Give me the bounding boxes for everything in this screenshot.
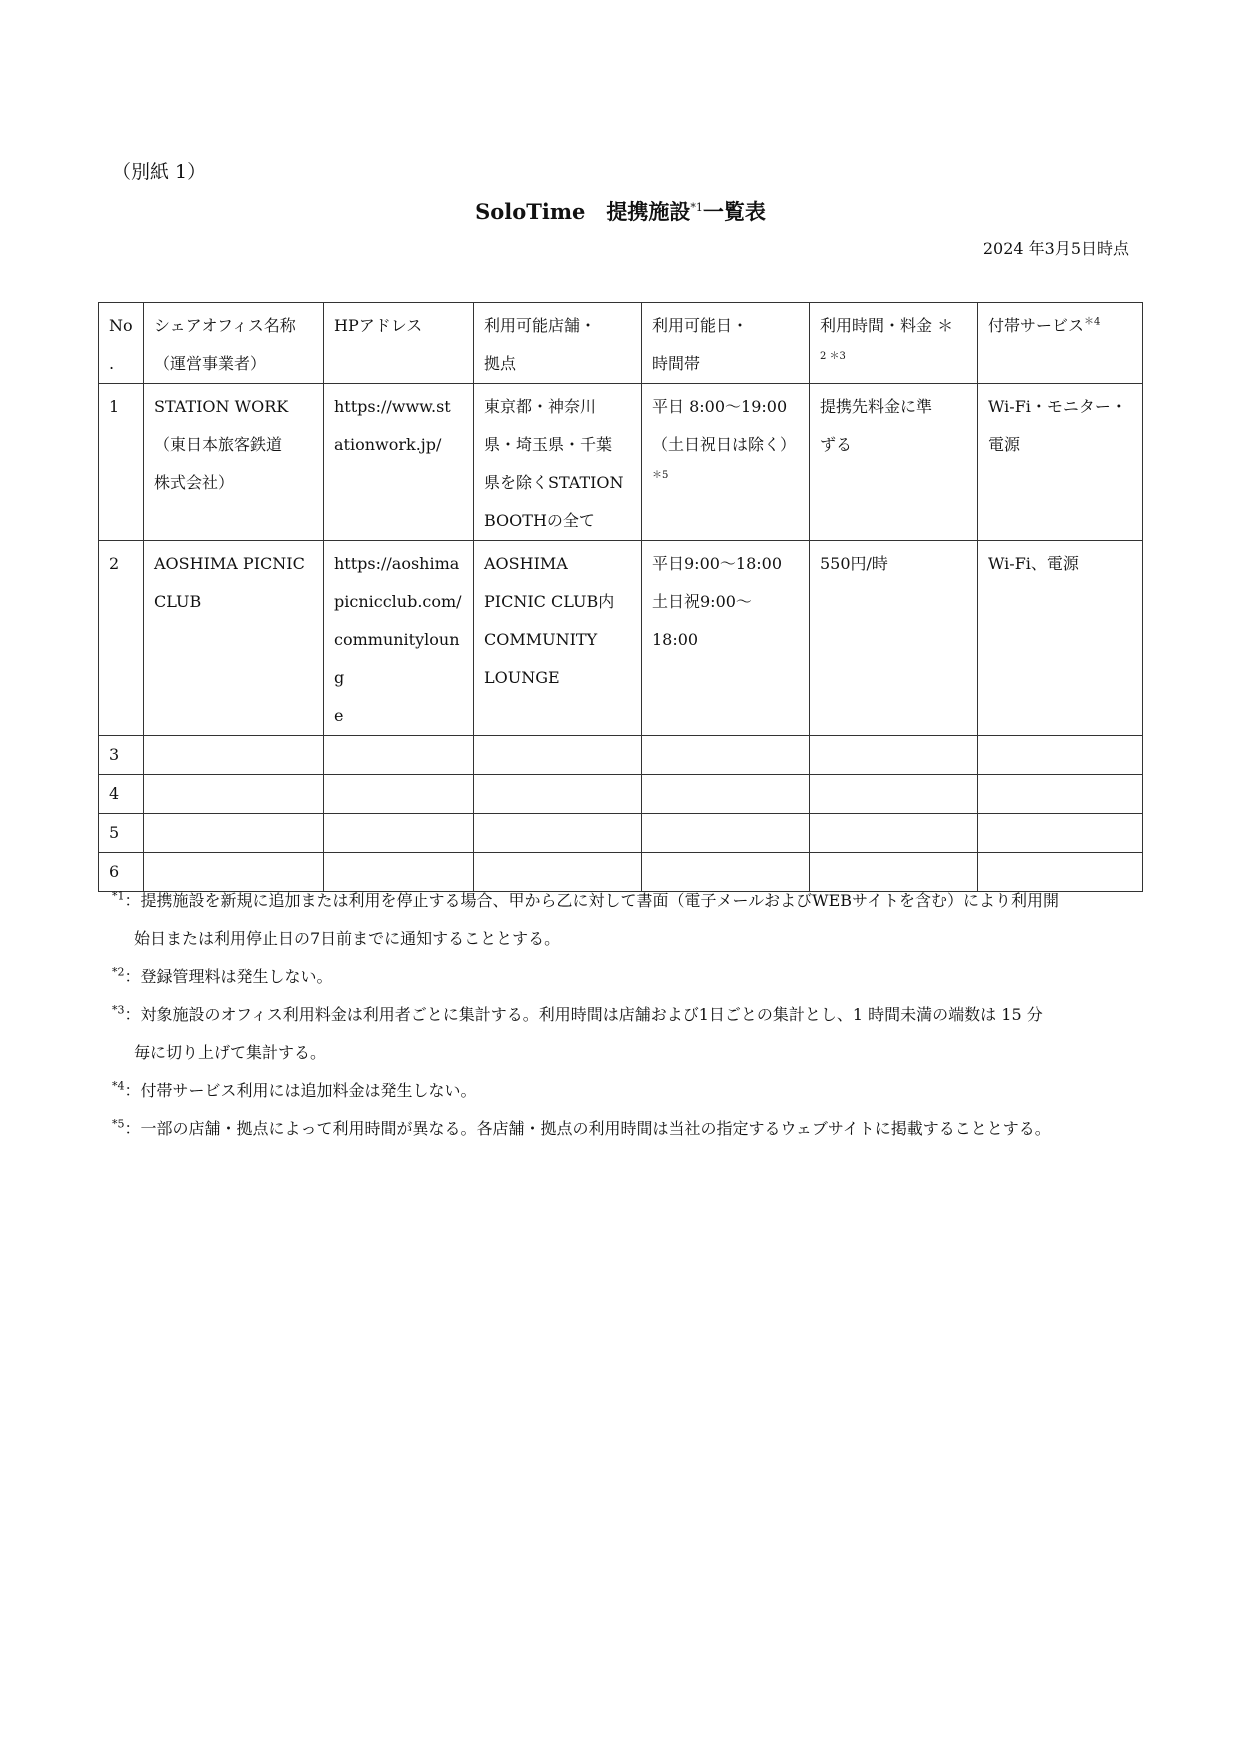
cell-name-line: 株式会社） <box>154 473 235 492</box>
cell-url <box>324 541 474 736</box>
cell-locations <box>474 384 642 541</box>
cell-price <box>810 541 978 736</box>
cell-empty <box>474 736 642 775</box>
cell-locations <box>474 541 642 736</box>
cell-hours-line: （土日祝日は除く） <box>652 435 797 454</box>
footnote-mark: 2 ＊3 <box>820 351 846 362</box>
cell-locations-line: AOSHIMA <box>484 554 568 573</box>
footnote-text: ：付帯サービス利用には追加料金は発生しない。 <box>124 1081 477 1100</box>
footnote-text: ：提携施設を新規に追加または利用を停止する場合、甲から乙に対して書面（電子メールおよびWEBサイトを含む）により利用開 <box>124 891 1059 910</box>
cell-hours <box>642 384 810 541</box>
cell-no: 6 <box>99 853 144 892</box>
header-price-line: 利用時間・料金 ＊ <box>820 316 954 335</box>
footnote-item <box>112 996 1132 1072</box>
cell-empty <box>642 814 810 853</box>
cell-hours <box>642 541 810 736</box>
cell-no: 3 <box>99 736 144 775</box>
header-services <box>978 303 1143 384</box>
header-services-line <box>988 307 1132 345</box>
header-price <box>810 303 978 384</box>
cell-empty <box>144 775 324 814</box>
header-name-line: （運営事業者） <box>154 354 267 373</box>
cell-no-line: 2 <box>109 554 120 573</box>
cell-empty <box>324 736 474 775</box>
header-hours-line: 利用可能日・ <box>652 316 749 335</box>
cell-empty <box>144 736 324 775</box>
cell-empty <box>978 736 1143 775</box>
cell-locations-line: COMMUNITY <box>484 630 598 649</box>
as-of-date: 2024 年3月5日時点 <box>982 239 1129 258</box>
cell-empty <box>810 814 978 853</box>
table-row <box>99 775 1143 814</box>
footnote-mark: *2 <box>112 965 125 979</box>
cell-no <box>99 541 144 736</box>
footnote-item <box>112 882 1132 958</box>
header-url-line: HPアドレス <box>334 316 423 335</box>
footnote-mark: *5 <box>112 1117 125 1131</box>
cell-name-line: AOSHIMA PICNIC <box>154 554 305 573</box>
title-prefix: SoloTime 提携施設 <box>475 199 691 224</box>
cell-name-line: CLUB <box>154 592 202 611</box>
footnote-continuation: 始日または利用停止日の7日前までに通知することとする。 <box>134 929 561 948</box>
cell-url-line: picnicclub.com/ <box>334 592 462 611</box>
cell-url <box>324 384 474 541</box>
cell-locations-line: BOOTHの全て <box>484 511 595 530</box>
cell-locations-line: LOUNGE <box>484 668 560 687</box>
facilities-table-body <box>99 303 1143 892</box>
cell-name-line: （東日本旅客鉄道 <box>154 435 283 454</box>
header-name-line: シェアオフィス名称 <box>154 316 296 335</box>
cell-locations-line: 県・埼玉県・千葉 <box>484 435 613 454</box>
cell-services-line: Wi-Fi、電源 <box>988 554 1079 573</box>
footnote-mark: ＊4 <box>1084 316 1101 328</box>
cell-url-line: communityloung <box>334 630 460 687</box>
cell-services <box>978 541 1143 736</box>
cell-locations-line: 東京都・神奈川 <box>484 397 597 416</box>
cell-empty <box>978 775 1143 814</box>
cell-price <box>810 384 978 541</box>
cell-services <box>978 384 1143 541</box>
cell-empty <box>978 814 1143 853</box>
cell-url-line: e <box>334 706 344 725</box>
footnotes <box>112 882 1132 1148</box>
cell-empty <box>474 775 642 814</box>
cell-hours-line: 土日祝9:00～ <box>652 592 752 611</box>
cell-empty <box>144 814 324 853</box>
cell-services-line: 電源 <box>988 435 1021 454</box>
footnote-text: ：一部の店舗・拠点によって利用時間が異なる。各店舗・拠点の利用時間は当社の指定するウェブサイトに掲載することとする。 <box>124 1119 1051 1138</box>
table-row <box>99 736 1143 775</box>
footnote-text: ：登録管理料は発生しない。 <box>124 967 333 986</box>
table-row <box>99 541 1143 736</box>
cell-locations-line: 県を除くSTATION <box>484 473 624 492</box>
footnote-mark: *1 <box>112 889 125 903</box>
footnote-mark: *4 <box>112 1079 125 1093</box>
cell-url-line: ationwork.jp/ <box>334 435 442 454</box>
footnote-mark: *3 <box>112 1003 125 1017</box>
footnote-text: ：対象施設のオフィス利用料金は利用者ごとに集計する。利用時間は店舗および1日ごとの集計とし、1 時間未満の端数は 15 分 <box>124 1005 1043 1024</box>
header-hours <box>642 303 810 384</box>
cell-url-line: https://aoshima <box>334 554 460 573</box>
table-header-row <box>99 303 1143 384</box>
header-hours-line: 時間帯 <box>652 354 701 373</box>
header-name <box>144 303 324 384</box>
header-no <box>99 303 144 384</box>
cell-no: 4 <box>99 775 144 814</box>
title-footnote-mark: *1 <box>690 201 703 214</box>
cell-empty <box>810 736 978 775</box>
cell-price-line: 550円/時 <box>820 554 888 573</box>
table-row <box>99 814 1143 853</box>
cell-name-line: STATION WORK <box>154 397 289 416</box>
cell-no: 5 <box>99 814 144 853</box>
footnote-item <box>112 958 1132 996</box>
header-text: 付帯サービス <box>988 316 1085 335</box>
cell-empty <box>324 775 474 814</box>
cell-name <box>144 541 324 736</box>
cell-empty <box>642 736 810 775</box>
footnote-mark: ＊5 <box>652 470 669 481</box>
cell-no <box>99 384 144 541</box>
cell-empty <box>474 814 642 853</box>
header-locations-line: 拠点 <box>484 354 517 373</box>
cell-services-line: Wi-Fi・モニター・ <box>988 397 1127 416</box>
table-row <box>99 384 1143 541</box>
cell-locations-line: PICNIC CLUB内 <box>484 592 615 611</box>
header-locations <box>474 303 642 384</box>
cell-hours-line: 平日9:00～18:00 <box>652 554 783 573</box>
cell-empty <box>642 775 810 814</box>
cell-price-line: ずる <box>820 435 853 454</box>
header-no-line: . <box>109 354 115 373</box>
page-title <box>0 196 1241 226</box>
attachment-label: （別紙 1） <box>112 161 207 183</box>
header-locations-line: 利用可能店舗・ <box>484 316 597 335</box>
cell-empty <box>324 814 474 853</box>
cell-price-line: 提携先料金に準 <box>820 397 933 416</box>
cell-hours-line: 18:00 <box>652 630 699 649</box>
header-price-line <box>820 345 967 369</box>
cell-no-line: 1 <box>109 397 120 416</box>
header-url <box>324 303 474 384</box>
facilities-table <box>98 302 1143 892</box>
cell-url-line: https://www.st <box>334 397 451 416</box>
cell-empty <box>810 775 978 814</box>
footnote-continuation: 毎に切り上げて集計する。 <box>134 1043 327 1062</box>
footnote-item <box>112 1110 1132 1148</box>
footnote-item <box>112 1072 1132 1110</box>
title-suffix: 一覧表 <box>702 199 766 224</box>
cell-hours-line: 平日 8:00～19:00 <box>652 397 788 416</box>
header-no-line: No <box>109 316 133 335</box>
cell-name <box>144 384 324 541</box>
